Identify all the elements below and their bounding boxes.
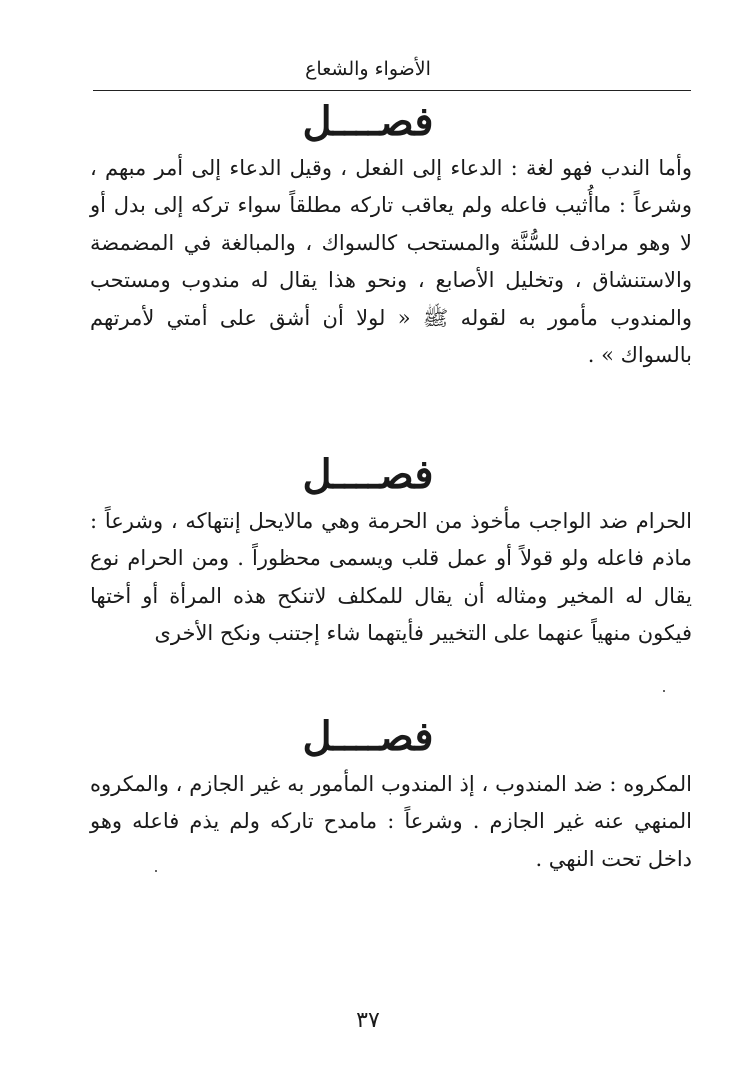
- header-rule: [93, 90, 691, 91]
- section-heading-2: فصــــل: [302, 451, 434, 498]
- paragraph-haram: الحرام ضد الواجب مأخوذ من الحرمة وهي مالايحل إنتهاكه ، وشرعاً : ماذم فاعله ولو قولاً أو عمل قلب ويسمى محظوراً . ومن الحرام نوع يقال له المخير ومثاله أن يقال للمكلف لاتنكح هذه المرأة أو أختها فيكون منهياً عنهما على التخيير فأيتهما شاء إجتنب ونكح الأخرى: [90, 509, 692, 646]
- scan-speck: [155, 870, 157, 872]
- paragraph-makruh: المكروه : ضد المندوب ، إذ المندوب المأمور به غير الجازم ، والمكروه المنهي عنه غير الجازم . وشرعاً : مامدح تاركه ولم يذم فاعله وهو داخل تحت النهي .: [90, 772, 692, 871]
- page-number: ٣٧: [356, 1008, 380, 1033]
- paragraph-nadb: وأما الندب فهو لغة : الدعاء إلى الفعل ، وقيل الدعاء إلى أمر مبهم ، وشرعاً : ماأُثيب فاعله ولم يعاقب تاركه مطلقاً سواء تركه إلى بدل أو لا وهو مرادف للسُّنَّة والمستحب كالسواك ، والمبالغة في المضمضة والاستنشاق ، وتخليل الأصابع ، ونحو هذا يقال له مندوب ومستحب والمندوب مأمور به لقوله ﷺ « لولا أن أشق على أمتي لأمرتهم بالسواك » .: [90, 156, 692, 368]
- section-heading-1: فصــــل: [302, 98, 434, 145]
- scan-speck: [663, 690, 665, 692]
- section-body-2: [90, 503, 692, 653]
- section-body-1: [90, 150, 692, 374]
- section-heading-3: فصــــل: [302, 713, 434, 760]
- running-header: الأضواء والشعاع: [305, 58, 431, 80]
- section-body-3: [90, 766, 692, 878]
